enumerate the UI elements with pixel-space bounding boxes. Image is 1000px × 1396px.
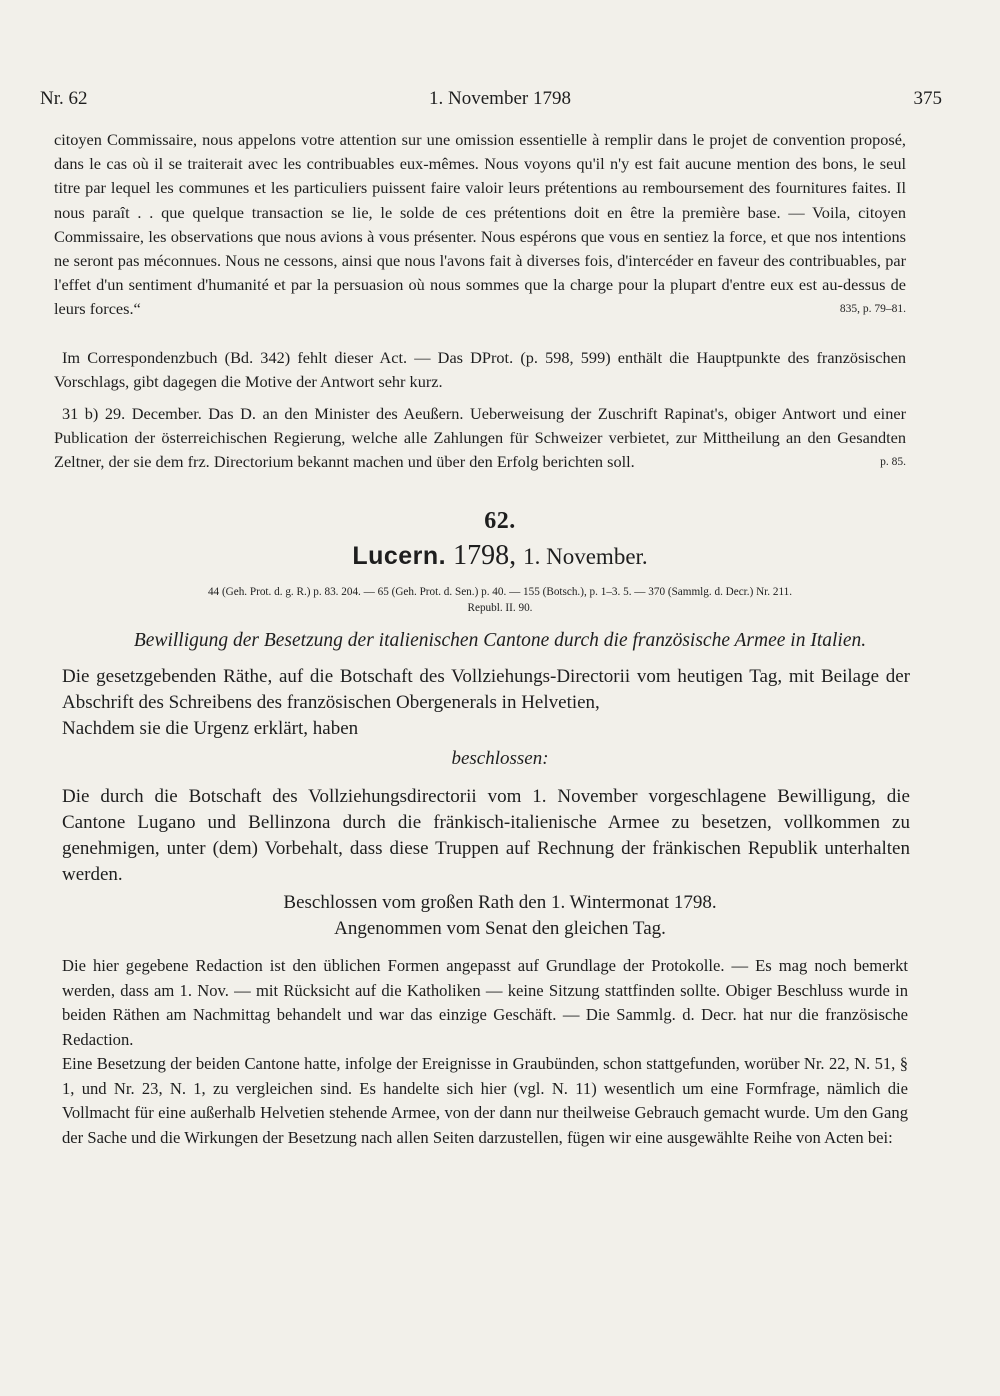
december-text: 31 b) 29. December. Das D. an den Minister des Aeußern. Ueberweisung der Zuschrift Rapinat's, obiger Antwort und einer Publication der österreichischen Regierung, welche alle Zahlungen für Schweizer verbietet, zur Mittheilung an den Gesandten Zeltner, der sie dem frz. Directorium bekannt machen und über den Erfolg berichten soll. [54, 404, 906, 472]
urgency-paragraph [62, 716, 910, 742]
document-date: 1. November. [523, 544, 648, 569]
header-page-number: 375 [913, 88, 942, 109]
resolved-heading: beschlossen: [451, 748, 549, 769]
occupation-note [62, 1052, 908, 1150]
redaction-note [62, 954, 908, 1052]
document-sources [70, 584, 930, 616]
december-paragraph [54, 402, 906, 475]
french-letter-paragraph [54, 128, 906, 322]
decision-text: Die durch die Botschaft des Vollziehungsdirectorii vom 1. November vorgeschlagene Bewilligung, die Cantone Lugano und Bellinzona durch die fränkisch-italienische Armee zu besetzen, vollkommen zu genehmigen, unter (dem) Vorbehalt, dass diese Truppen auf Rechnung der fränkischen Republik unterhalten werden. [62, 786, 910, 885]
document-number: 62. [484, 508, 516, 534]
running-header [40, 88, 960, 118]
preamble-text: Die gesetzgebenden Räthe, auf die Botschaft des Vollziehungs-Directorii vom heutigen Tag, mit Beilage der Abschrift des Schreibens des französischen Obergenerals in Helvetien, [62, 666, 910, 713]
preamble-paragraph [62, 664, 910, 716]
urgency-text: Nachdem sie die Urgenz erklärt, haben [62, 718, 359, 739]
sources-line-1: 44 (Geh. Prot. d. g. R.) p. 83. 204. — 65 (Geh. Prot. d. Sen.) p. 40. — 155 (Botsch.), p. 1–3. 5. — 370 (Sammlg. d. Decr.) Nr. 211. [207, 586, 793, 598]
sources-line-2: Republ. II. 90. [467, 602, 533, 614]
french-letter-reference: 835, p. 79–81. [839, 303, 906, 316]
senate-adoption: Angenommen vom Senat den gleichen Tag. [334, 918, 666, 939]
december-reference: p. 85. [880, 456, 906, 469]
correspondence-text: Im Correspondenzbuch (Bd. 342) fehlt dieser Act. — Das DProt. (p. 598, 599) enthält die Hauptpunkte des französischen Vorschlags, gibt dagegen die Motive der Antwort sehr kurz. [54, 348, 906, 392]
document-subject: Bewilligung der Besetzung der italienischen Cantone durch die französische Armee in Italien. [133, 630, 867, 651]
redaction-note-text: Die hier gegebene Redaction ist den üblichen Formen angepasst auf Grundlage der Protokolle. — Es mag noch bemerkt werden, dass am 1. Nov. — mit Rücksicht auf die Katholiken — keine Sitzung stattfinden sollte. Obiger Beschluss wurde in beiden Räthen am Nachmittag behandelt und war das einzige Geschäft. — Die Sammlg. d. Decr. hat nur die französische Redaction. [62, 956, 908, 1049]
decision-paragraph [62, 784, 910, 888]
french-letter-text: citoyen Commissaire, nous appelons votre attention sur une omission essentielle à remplir dans le projet de convention proposé, dans le cas où il se traiterait avec les contribuables eux-mêmes. Nous voyons qu'il n'y est fait aucune mention des bons, le seul titre par lequel les communes et les particuliers puissent faire valoir leurs prétentions au remboursement des fournitures faites. Il nous paraît . . que quelque transaction se lie, le solde de ces prétentions doit en être la première base. — Voila, citoyen Commissaire, les observations que nous avions à vous présenter. Nous espérons que vous en sentiez la force, et que nos intentions ne seront pas méconnues. Nous ne cessons, ainsi que nous l'avons fait à diverses fois, d'intercéder en faveur des contribuables, par l'effet d'un sentiment d'humanité et par la persuasion où nous sommes que la charge pour la plupart d'entre eux est au-dessus de leurs forces.“ [54, 130, 906, 319]
header-document-number: Nr. 62 [40, 88, 88, 109]
document-year: 1798, [453, 540, 517, 571]
document-place: Lucern. [352, 542, 447, 570]
header-date: 1. November 1798 [429, 88, 571, 109]
council-adoption: Beschlossen vom großen Rath den 1. Wintermonat 1798. [283, 892, 717, 913]
document-heading [0, 540, 1000, 572]
correspondence-paragraph [54, 346, 906, 394]
occupation-note-text: Eine Besetzung der beiden Cantone hatte, infolge der Ereignisse in Graubünden, schon stattgefunden, worüber Nr. 22, N. 51, § 1, und Nr. 23, N. 1, zu vergleichen sind. Es handelte sich hier (vgl. N. 11) wesentlich um eine Formfrage, nämlich die Vollmacht für eine außerhalb Helvetien stehende Armee, von der dann nur theilweise Gebrauch gemacht wurde. Um den Gang der Sache und die Wirkungen der Besetzung nach allen Seiten darzustellen, fügen wir eine ausgewählte Reihe von Acten bei: [62, 1054, 908, 1147]
